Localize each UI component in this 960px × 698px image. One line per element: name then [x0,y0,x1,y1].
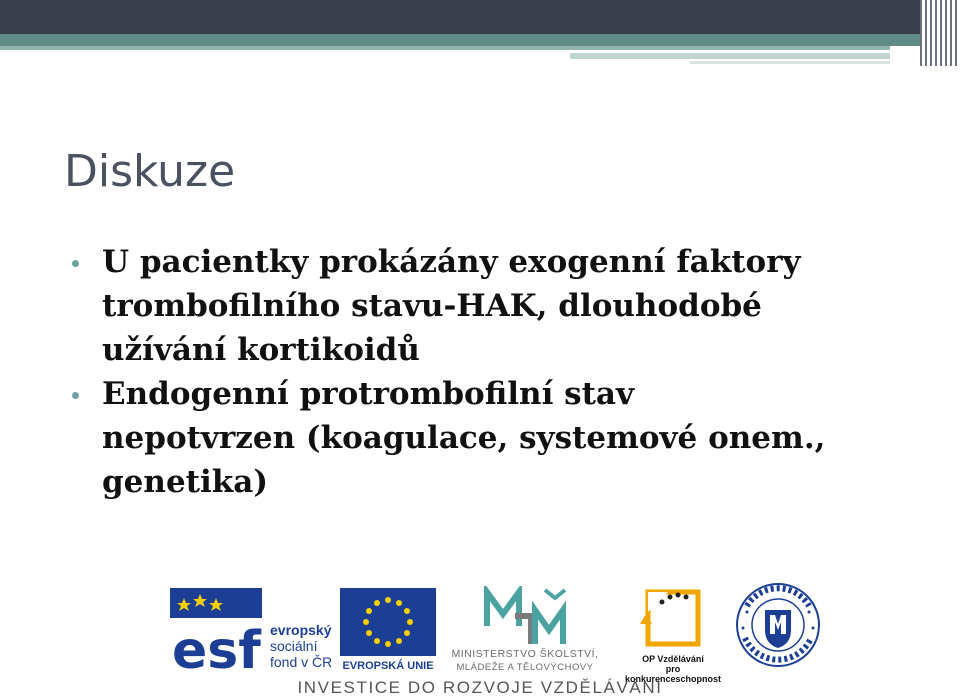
msmt-emblem [445,586,605,646]
msmt-logo [445,586,605,674]
eu-flag-icon [340,588,436,656]
esf-caption-line: sociální [270,638,318,654]
header-stripe [690,61,890,64]
op-caption-line: pro konkurenceschopnost [624,664,722,684]
bullet-item [70,372,930,504]
header-accent-bar [0,34,960,46]
msmt-caption: MINISTERSTVO ŠKOLSTVÍ, [451,648,599,660]
bullet-line: užívání kortikoidů [102,332,420,368]
eu-caption: EVROPSKÁ UNIE [342,660,434,672]
esf-logo [170,588,335,670]
esf-emblem [170,588,270,670]
bullet-line: trombofilního stavu-HAK, dlouhodobé [102,288,762,324]
footer-slogan: INVESTICE DO ROZVOJE VZDĚLÁVÁNÍ [297,678,663,697]
esf-caption-line: fond v ČR [270,654,333,670]
esf-caption [270,622,332,670]
op-caption-line: OP Vzdělávání [642,654,704,664]
masaryk-university-seal [735,582,821,668]
bullet-line: U pacientky prokázány exogenní faktory [102,244,801,280]
university-seal-icon [735,582,821,668]
op-logo [618,588,728,684]
header-stripe [0,46,890,50]
bullet-list [70,240,930,504]
header-bar [0,0,960,34]
bullet-item [70,240,930,372]
header-stripe [570,53,890,59]
bullet-line: nepotvrzen (koagulace, systemové onem., [102,420,826,456]
eu-logo [340,588,436,670]
header-line-pattern [920,0,960,66]
esf-caption-line: evropský [270,622,332,638]
bullet-line: Endogenní protrombofilní stav [102,376,635,412]
svg-text:esf: esf [172,621,261,670]
op-emblem [618,588,728,652]
msmt-caption: MLÁDEŽE A TĚLOVÝCHOVY [456,662,594,673]
bullet-line: genetika) [102,464,268,500]
slide-title: Diskuze [64,146,236,197]
